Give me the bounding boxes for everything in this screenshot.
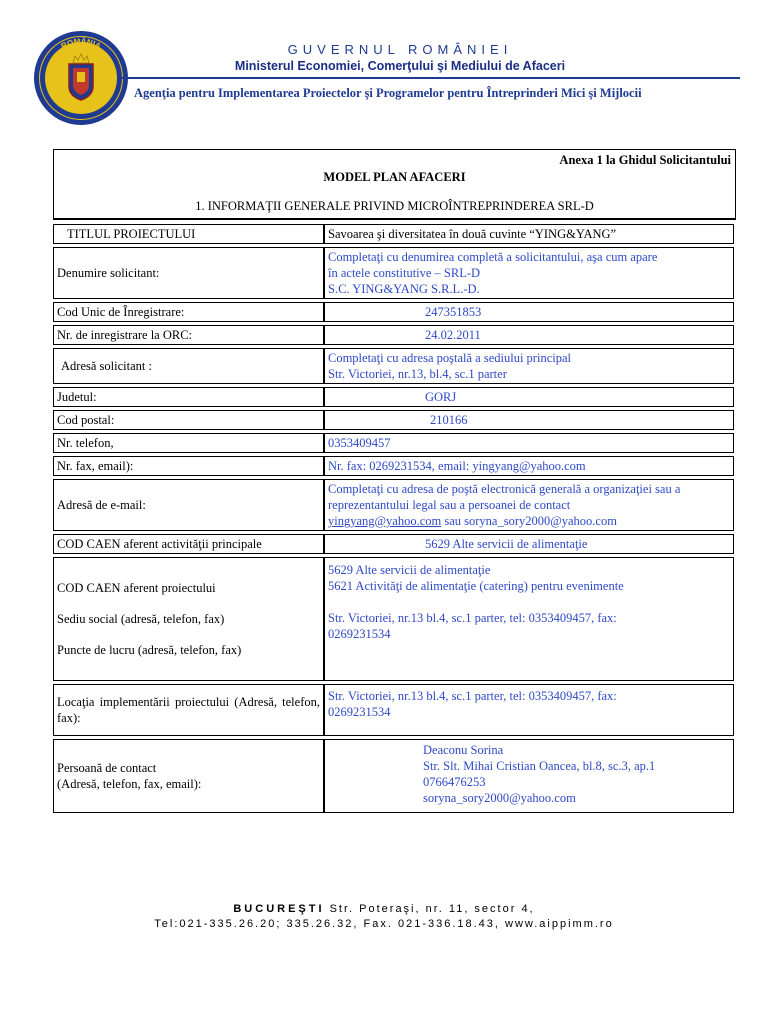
email-text (328, 513, 730, 529)
orc-value: 24.02.2011 (324, 325, 734, 345)
caen-project-value (324, 557, 734, 681)
table-row (53, 433, 734, 453)
caen-code-2: 5621 Activităţi de alimentaţie (catering) pentru evenimente (328, 579, 624, 593)
contact-label-2: (Adresă, telefon, fax, email): (57, 777, 202, 791)
cui-label: Cod Unic de Înregistrare: (53, 302, 324, 322)
header-divider (118, 77, 740, 79)
contact-address: Str. Slt. Mihai Cristian Oancea, bl.8, sc.3, ap.1 (423, 759, 656, 773)
caen-project-label (53, 557, 324, 681)
seat-address-1: Str. Victoriei, nr.13 bl.4, sc.1 parter, tel: 0353409457, fax: (328, 611, 617, 625)
address-label: Adresă solicitant : (53, 348, 324, 384)
address-text: Str. Victoriei, nr.13, bl.4, sc.1 parter (328, 367, 507, 381)
workpoints-label: Puncte de lucru (adresă, telefon, fax) (57, 643, 242, 657)
fax-label: Nr. fax, email): (53, 456, 324, 476)
applicant-hint-1: Completaţi cu denumirea completă a solicitantului, aşa cum apare (328, 250, 658, 264)
contact-email: soryna_sory2000@yahoo.com (423, 791, 576, 805)
footer-city: BUCUREŞTI (233, 903, 325, 915)
fax-value: Nr. fax: 0269231534, email: yingyang@yahoo.com (324, 456, 734, 476)
county-label: Judetul: (53, 387, 324, 407)
info-table (53, 221, 734, 816)
email-value (324, 479, 734, 531)
county-value: GORJ (324, 387, 734, 407)
contact-phone: 0766476253 (423, 775, 486, 789)
orc-label: Nr. de inregistrare la ORC: (53, 325, 324, 345)
email-alt: sau soryna_sory2000@yahoo.com (441, 514, 617, 528)
footer-street: Str. Poteraşi, nr. 11, sector 4, (324, 903, 535, 915)
applicant-name: S.C. YING&YANG S.R.L.-D. (328, 282, 480, 296)
caen-code-1: 5629 Alte servicii de alimentaţie (328, 563, 491, 577)
caen-project-label-1: COD CAEN aferent proiectului (57, 581, 216, 595)
postal-label: Cod postal: (53, 410, 324, 430)
form-header (54, 150, 735, 219)
footer-address (0, 903, 768, 915)
table-row (53, 456, 734, 476)
location-line-1: Str. Victoriei, nr.13 bl.4, sc.1 parter, tel: 0353409457, fax: (328, 689, 617, 703)
agency-name: Agenţia pentru Implementarea Proiectelor şi Programelor pentru Întreprinderi Mici şi Mijlocii (134, 86, 642, 100)
caen-main-label: COD CAEN aferent activităţii principale (53, 534, 324, 554)
table-row (53, 479, 734, 531)
contact-label (53, 739, 324, 813)
table-row (53, 557, 734, 681)
email-label: Adresă de e-mail: (53, 479, 324, 531)
applicant-value (324, 247, 734, 299)
contact-value (324, 739, 734, 813)
email-hint-1: Completaţi cu adresa de poştă electronică generală a organizaţiei sau a (328, 482, 681, 496)
table-row (53, 410, 734, 430)
caen-main-value: 5629 Alte servicii de alimentaţie (324, 534, 734, 554)
address-hint: Completaţi cu adresa poştală a sediului principal (328, 351, 571, 365)
table-row (53, 302, 734, 322)
email-link[interactable]: yingyang@yahoo.com (328, 514, 442, 528)
table-row (53, 739, 734, 813)
government-seal-logo (33, 30, 129, 126)
applicant-hint-2: în actele constitutive – SRL-D (328, 266, 481, 280)
table-row (53, 247, 734, 299)
project-title-label: TITLUL PROIECTULUI (53, 224, 324, 244)
table-row (53, 224, 734, 244)
seal-text: ROMÂNIA (59, 36, 103, 51)
table-row (53, 387, 734, 407)
annex-label: Anexa 1 la Ghidul Solicitantului (559, 153, 731, 167)
contact-label-1: Persoană de contact (57, 761, 157, 775)
email-hint-2: reprezentantului legal sau a persoanei de contact (328, 498, 571, 512)
postal-value: 210166 (324, 410, 734, 430)
location-label: Locaţia implementării proiectului (Adresă, telefon, fax): (53, 684, 324, 736)
table-row (53, 325, 734, 345)
seat-label: Sediu social (adresă, telefon, fax) (57, 612, 225, 626)
cui-value: 247351853 (324, 302, 734, 322)
government-title: GUVERNUL ROMÂNIEI (287, 42, 513, 57)
phone-value: 0353409457 (324, 433, 734, 453)
project-title-value: Savoarea şi diversitatea în două cuvinte “YING&YANG” (324, 224, 734, 244)
form-title: MODEL PLAN AFACERI (323, 170, 466, 184)
section-title: 1. INFORMAŢII GENERALE PRIVIND MICROÎNTREPRINDEREA SRL-D (195, 199, 594, 213)
address-value (324, 348, 734, 384)
table-row (53, 348, 734, 384)
contact-name: Deaconu Sorina (423, 743, 504, 757)
seat-address-2: 0269231534 (328, 627, 391, 641)
ministry-name: Ministerul Economiei, Comerţului şi Mediului de Afaceri (234, 59, 566, 73)
table-row (53, 534, 734, 554)
location-line-2: 0269231534 (328, 705, 391, 719)
table-row (53, 684, 734, 736)
phone-label: Nr. telefon, (53, 433, 324, 453)
footer-contact: Tel:021-335.26.20; 335.26.32, Fax. 021-336.18.43, www.aippimm.ro (154, 918, 614, 930)
location-value (324, 684, 734, 736)
applicant-label: Denumire solicitant: (53, 247, 324, 299)
business-plan-form (53, 149, 736, 220)
